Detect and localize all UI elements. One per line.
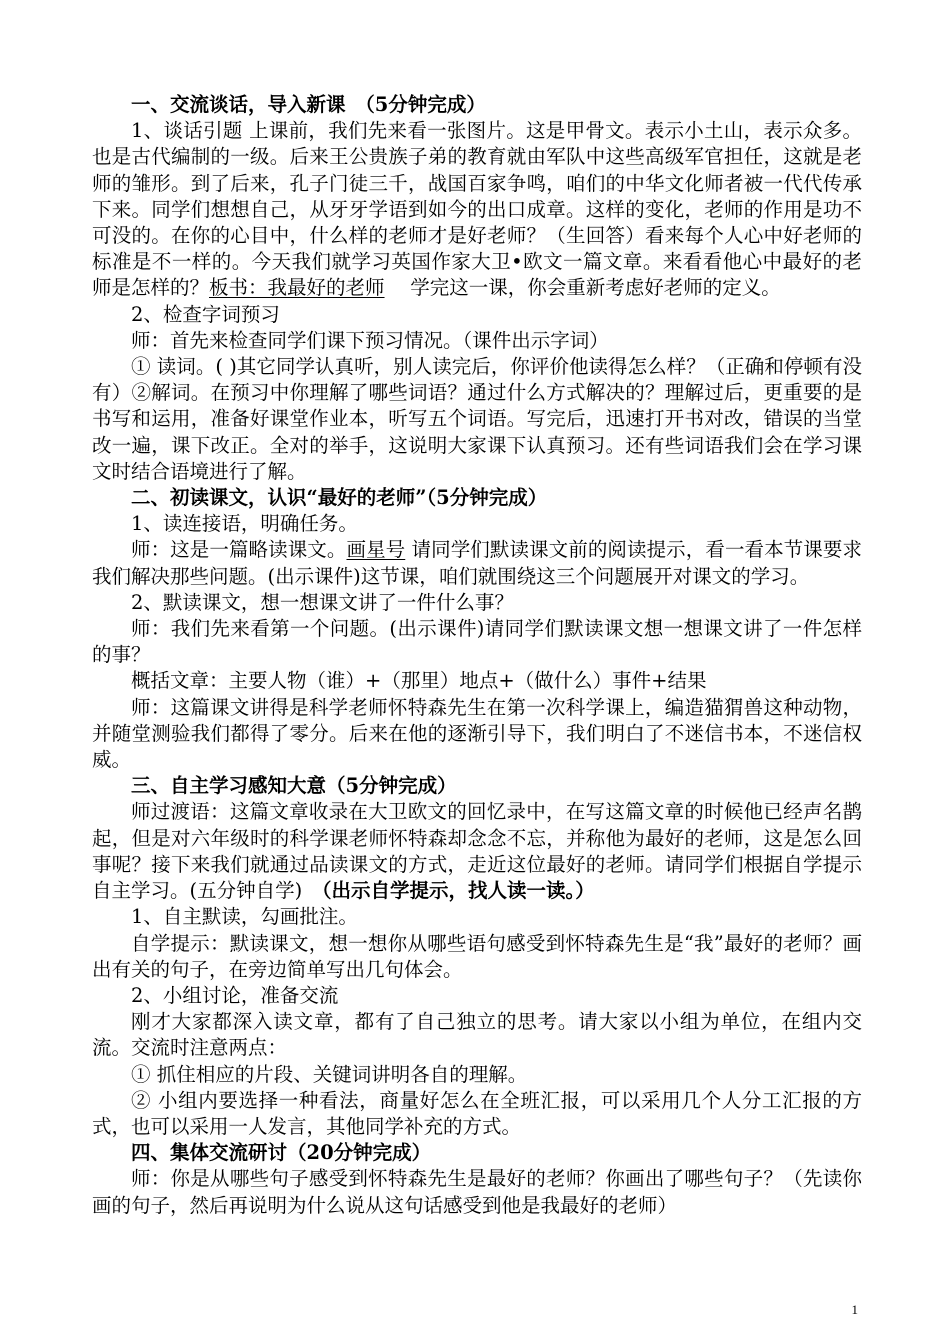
text-segment: 师过渡语：这篇文章收录在大卫欧文的回忆录中，在写这篇文章的时候他已经声名鹊起，但是对六年级时的科学课老师怀特森却念念不忘，并称他为最好的老师，这是怎么回事呢？接下来我们就通过品读课文的方式，走近这位最好的老师。请同学们根据自学提示自主学习。(五分钟自学) [92,800,862,903]
text-segment: 学完这一课，你会重新考虑好老师的定义。 [384,276,781,300]
paragraph: 师：这篇课文讲得是科学老师怀特森先生在第一次科学课上，编造猫猬兽这种动物，并随堂测验我们都得了零分。后来在他的逐渐引导下，我们明白了不迷信书本，不迷信权威。 [92,695,862,772]
paragraph: 2、默读课文，想一想课文讲了一件什么事？ [131,590,514,614]
paragraph [92,537,862,589]
document-body [92,92,862,1219]
paragraph: 刚才大家都深入读文章，都有了自己独立的思考。请大家以小组为单位，在组内交流。交流时注意两点： [92,1010,862,1060]
paragraph: 师：你是从哪些句子感受到怀特森先生是最好的老师？你画出了哪些句子？（先读你画的句子，然后再说明为什么说从这句话感受到他是我最好的老师） [92,1167,862,1217]
paragraph: ① 抓住相应的片段、关键词讲明各自的理解。 [131,1062,528,1086]
board-writing-underlined: 板书：我最好的老师 [209,276,385,300]
page-number: 1 [851,1302,858,1317]
paragraph: 1、自主默读，勾画批注。 [131,905,358,929]
paragraph-intro [92,118,862,301]
paragraph: 1、读连接语，明确任务。 [131,512,358,536]
text-segment: 1、谈话引题 上课前，我们先来看一张图片。这是甲骨文。表示小土山，表示众多。也是古代编制的一级。后来王公贵族子弟的教育就由军队中这些高级军官担任，这就是老师的雏形。到了后来，孔子门徒三千，战国百家争鸣，咱们的中华文化师者被一代代传承下来。同学们想想自己，从牙牙学语到如今的出口成章。这样的变化，老师的作用是功不可没的。在你的心目中，什么样的老师才是好老师？（生回答）看来每个人心中好老师的标准是不一样的。今天我们就学习英国作家大卫•欧文一篇文章。来看看他心中最好的老师是怎样的？ [92,119,862,300]
star-mark-underlined: 画星号 [346,538,406,562]
section-heading-4: 四、集体交流研讨（20分钟完成） [131,1141,432,1165]
text-segment: 师：这是一篇略读课文。 [131,538,347,562]
paragraph [92,799,862,904]
section-heading-2: 二、初读课文，认识“最好的老师”（5分钟完成） [131,486,548,510]
paragraph: 师：首先来检查同学们课下预习情况。（课件出示字词） [131,328,609,352]
paragraph: 2、小组讨论，准备交流 [131,983,339,1007]
section-heading-1: 一、交流谈话，导入新课 （5分钟完成） [131,93,486,116]
bold-instruction: （出示自学提示，找人读一读。） [321,879,595,903]
paragraph: 2、检查字词预习 [131,302,280,326]
paragraph: 师：我们先来看第一个问题。(出示课件)请同学们默读课文想一想课文讲了一件怎样的事？ [92,617,862,667]
paragraph: ① 读词。( )其它同学认真听，别人读完后，你评价他读得怎么样？（正确和停顿有没有）②解词。在预习中你理解了哪些词语？通过什么方式解决的？理解过后，更重要的是书写和运用，准备好课堂作业本，听写五个词语。写完后，迅速打开书对改，错误的当堂改一遍，课下改正。全对的举手，这说明大家课下认真预习。还有些词语我们会在学习课文时结合语境进行了解。 [92,355,862,483]
text-segment: 请同学们默读课文前的阅读提示，看一看本节课要求我们解决那些问题。(出示课件)这节课，咱们就围绕这三个问题展开对课文的学习。 [92,538,862,588]
section-heading-3: 三、自主学习感知大意（5分钟完成） [131,774,457,798]
paragraph: 概括文章：主要人物（谁）+（那里）地点+（做什么）事件+结果 [131,669,707,693]
paragraph: 自学提示：默读课文，想一想你从哪些语句感受到怀特森先生是“我”最好的老师？画出有关的句子，在旁边简单写出几句体会。 [92,931,862,981]
paragraph: ② 小组内要选择一种看法，商量好怎么在全班汇报，可以采用几个人分工汇报的方式，也可以采用一人发言，其他同学补充的方式。 [92,1088,862,1138]
